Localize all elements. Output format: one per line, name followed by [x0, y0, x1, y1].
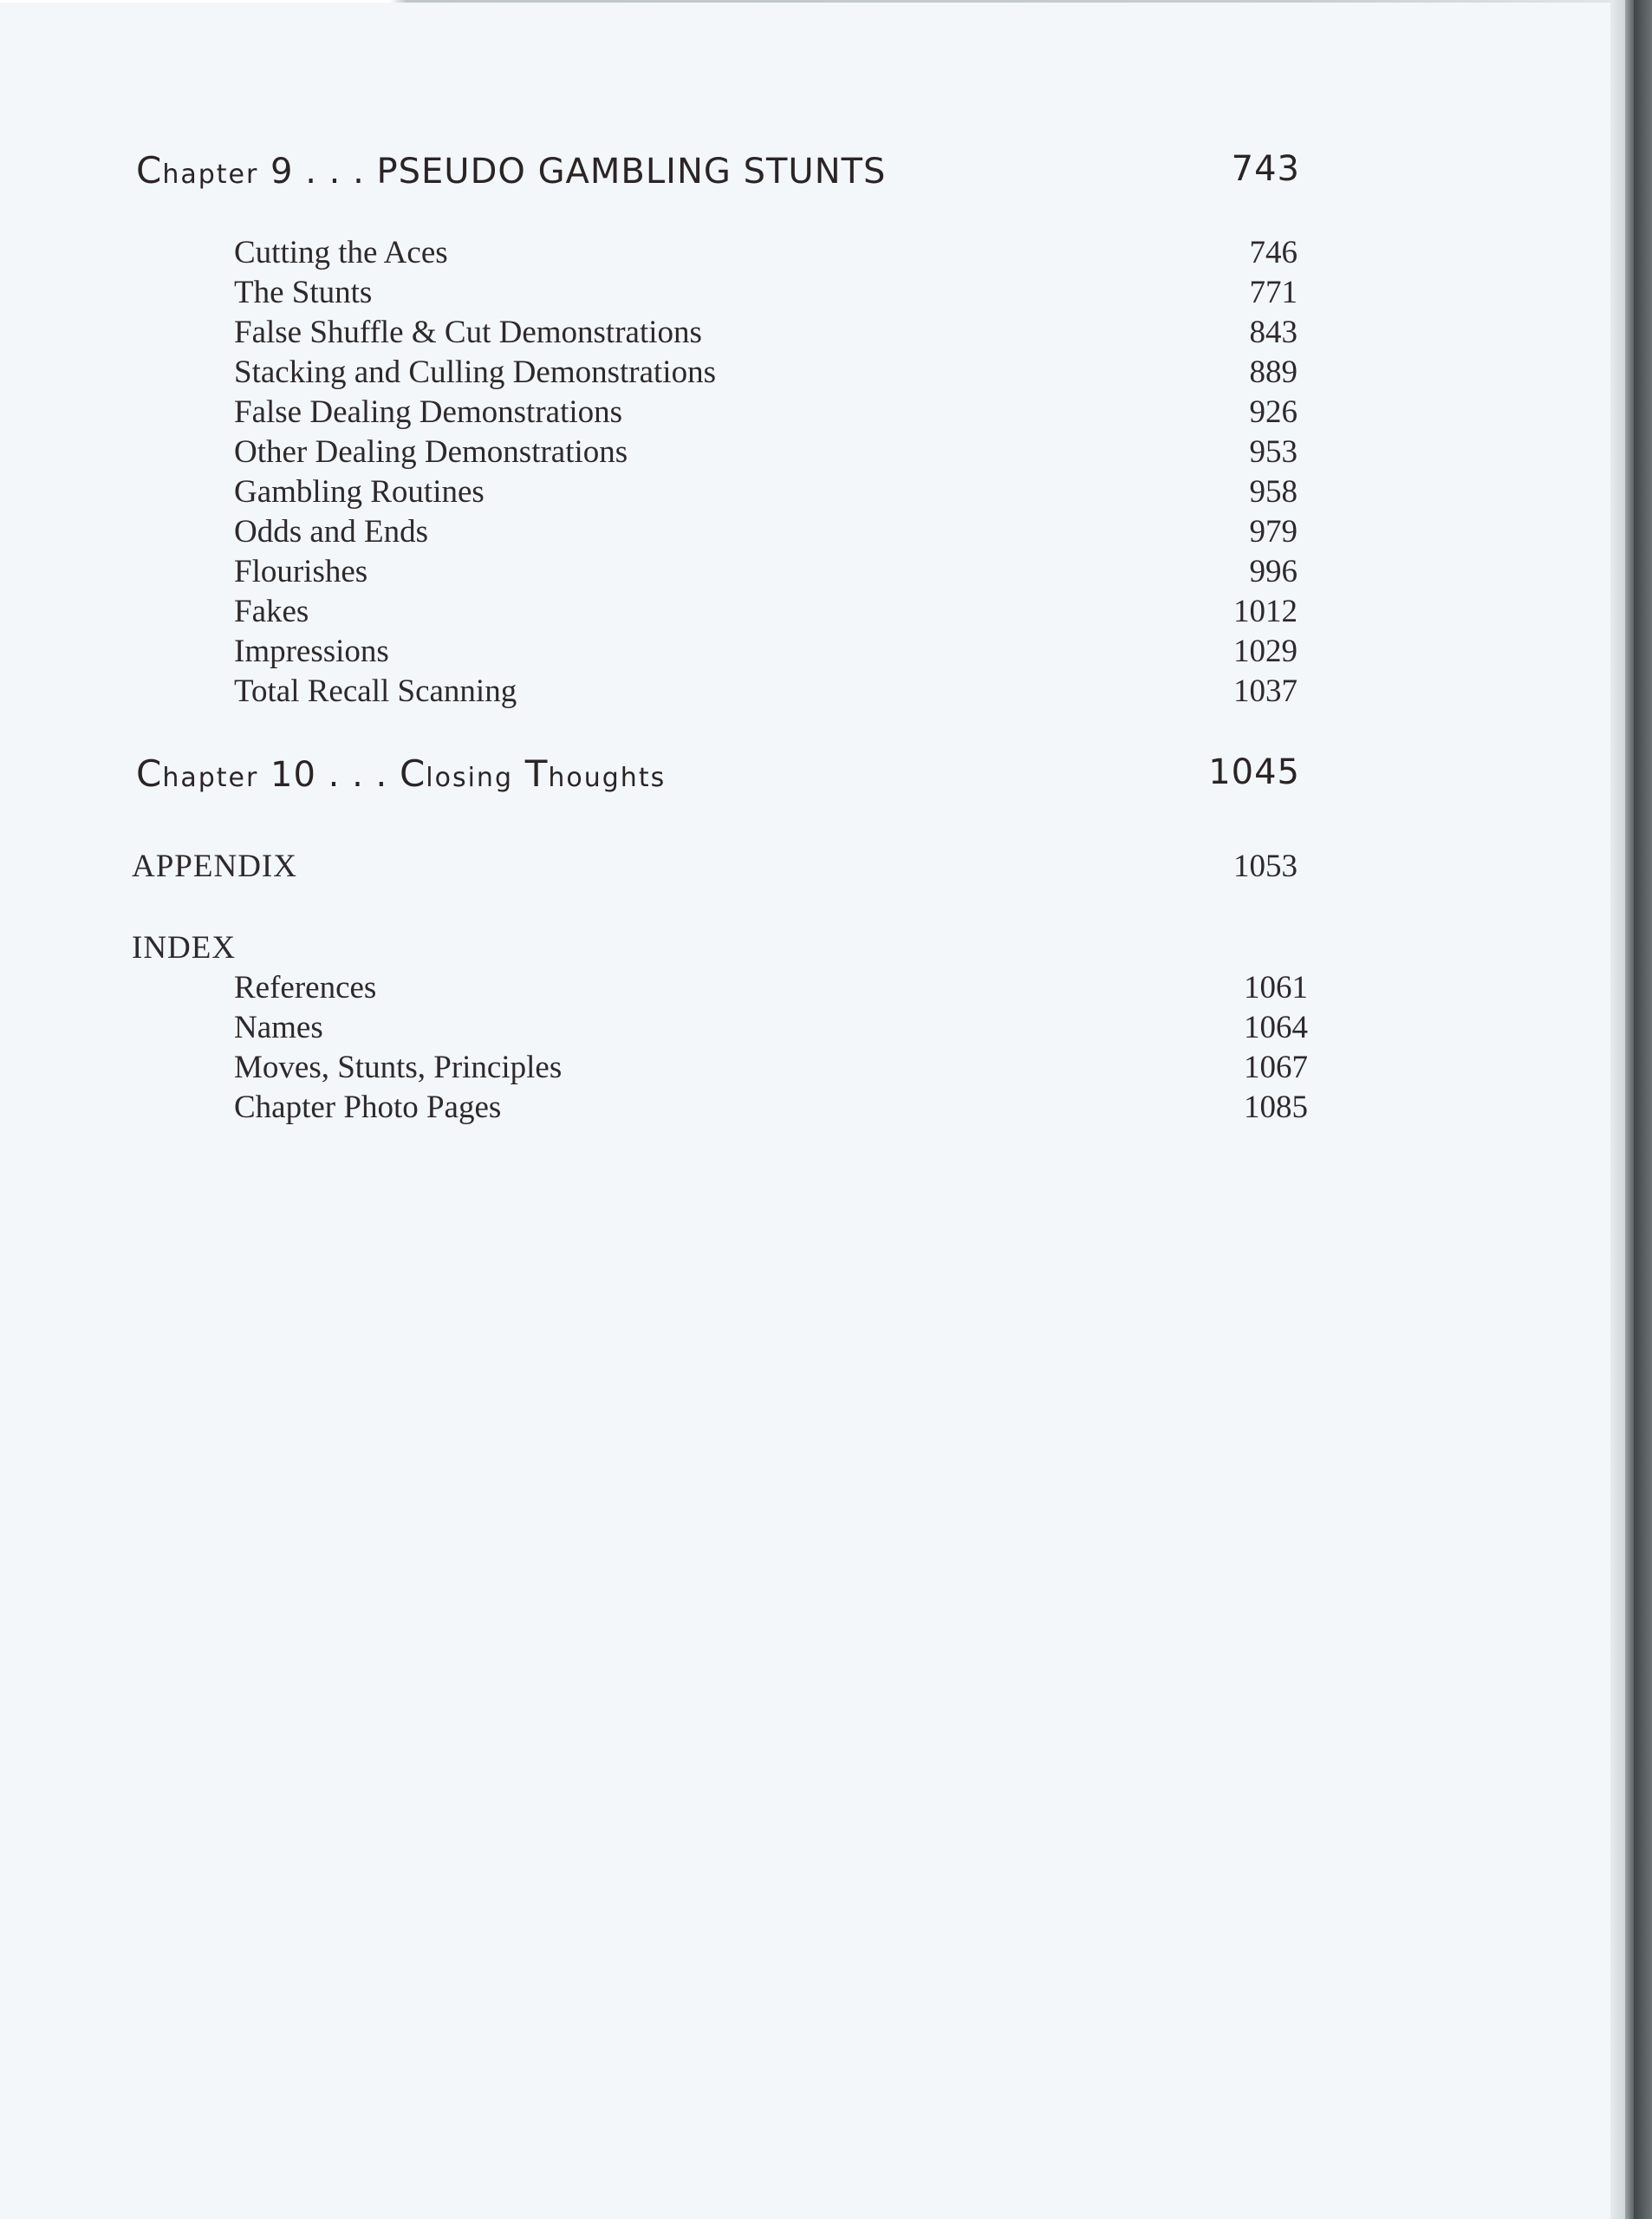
toc-entry: [0, 234, 1625, 272]
toc-entry-title: Cutting the Aces: [234, 235, 448, 270]
index-entry-title: References: [234, 970, 377, 1005]
appendix-entry: [0, 848, 1625, 886]
toc-entry-page: 889: [1249, 355, 1298, 390]
appendix-title: APPENDIX: [132, 849, 297, 884]
toc-entry-page: 1037: [1233, 674, 1298, 709]
index-entry: [0, 1009, 1625, 1047]
toc-entry: [0, 673, 1625, 711]
toc-entry-title: Total Recall Scanning: [234, 674, 517, 709]
index-entry-title: Names: [234, 1010, 323, 1045]
index-heading: [0, 929, 1625, 967]
index-entry-title: Moves, Stunts, Principles: [234, 1050, 563, 1085]
toc-entry-title: Other Dealing Demonstrations: [234, 434, 628, 470]
toc-entry: [0, 433, 1625, 472]
toc-entry-title: Gambling Routines: [234, 474, 485, 510]
toc-entry: [0, 513, 1625, 551]
toc-entry: [0, 593, 1625, 631]
index-entry-page: 1067: [1244, 1050, 1308, 1085]
toc-entry: [0, 354, 1625, 392]
index-entry: [0, 1089, 1625, 1127]
index-entry: [0, 969, 1625, 1007]
toc-entry-title: Flourishes: [234, 554, 368, 589]
toc-entry-page: 958: [1249, 474, 1298, 510]
appendix-page: 1053: [1233, 849, 1298, 884]
toc-entry: [0, 274, 1625, 312]
toc-entry-page: 1012: [1233, 594, 1298, 629]
toc-entry-page: 996: [1249, 554, 1298, 589]
toc-entry-page: 843: [1249, 315, 1298, 350]
index-entry-page: 1061: [1244, 970, 1308, 1005]
chapter-10-page: 1045: [1208, 752, 1300, 792]
toc-entry: [0, 394, 1625, 432]
chapter-10-heading: [0, 752, 1625, 797]
chapter-9-heading: [0, 149, 1625, 192]
scan-border: [1634, 0, 1652, 2219]
toc-entry-title: The Stunts: [234, 275, 373, 310]
page-edge-shadow: [1610, 0, 1625, 2219]
toc-entry-title: Fakes: [234, 594, 309, 629]
toc-entry-title: Impressions: [234, 634, 389, 669]
index-entry-page: 1064: [1244, 1010, 1308, 1045]
toc-entry-title: False Shuffle & Cut Demonstrations: [234, 315, 702, 350]
chapter-9-page: 743: [1231, 149, 1300, 189]
toc-entry: [0, 314, 1625, 352]
toc-entry-page: 746: [1249, 235, 1298, 270]
toc-entry-title: Stacking and Culling Demonstrations: [234, 355, 716, 390]
page-edge-binding: [1625, 0, 1634, 2219]
toc-entry-page: 953: [1249, 434, 1298, 470]
chapter-9-title: Chapter 9 . . . PSEUDO GAMBLING STUNTS: [136, 149, 887, 192]
index-entry-page: 1085: [1244, 1090, 1308, 1125]
index-entry: [0, 1049, 1625, 1087]
toc-entry-title: False Dealing Demonstrations: [234, 394, 623, 430]
toc-entry: [0, 473, 1625, 511]
toc-entry-title: Odds and Ends: [234, 514, 429, 550]
toc-entry-page: 926: [1249, 394, 1298, 430]
index-title: INDEX: [132, 930, 237, 966]
toc-entry-page: 771: [1249, 275, 1298, 310]
chapter-10-title: Chapter 10 . . . Closing Thoughts: [136, 752, 667, 795]
toc-entry: [0, 633, 1625, 671]
toc-entry: [0, 553, 1625, 591]
page-top-edge: [0, 0, 1625, 3]
toc-entry-page: 979: [1249, 514, 1298, 550]
index-entry-title: Chapter Photo Pages: [234, 1090, 502, 1125]
toc-entry-page: 1029: [1233, 634, 1298, 669]
